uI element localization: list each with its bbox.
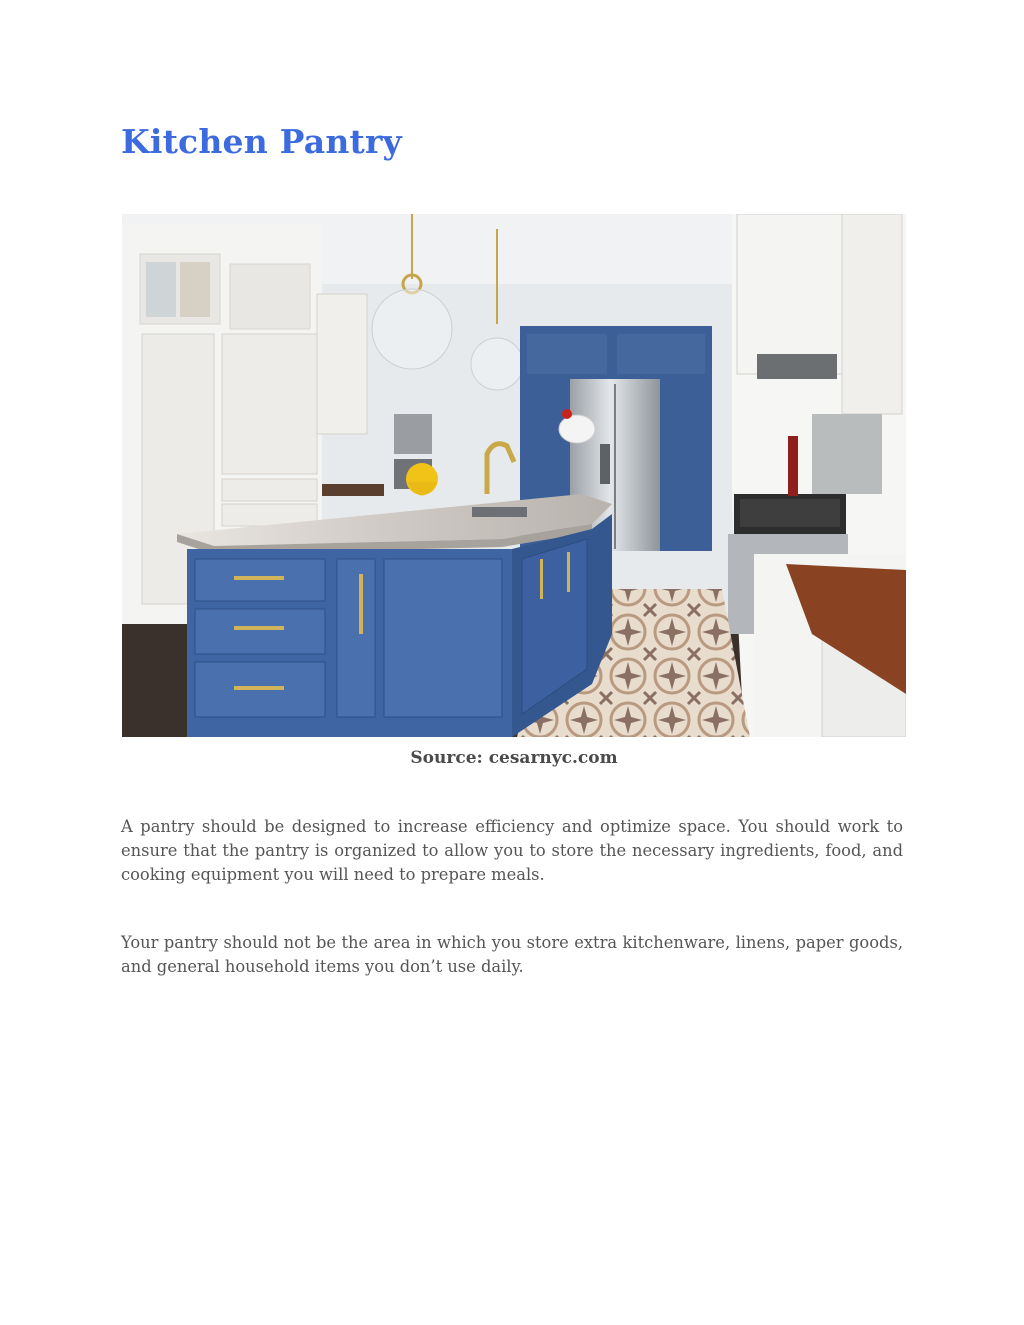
image-caption: Source: cesarnyc.com	[410, 748, 618, 768]
body-paragraph-1: A pantry should be designed to increase efficiency and optimize space. You should work to ensure that the pantry is organized to allow you to store the necessary ingredients, food, and cooking equipment you will need to prepare meals.	[121, 817, 903, 884]
kitchen-photo	[122, 214, 906, 737]
body-paragraph-2: Your pantry should not be the area in which you store extra kitchenware, linens, paper goods, and general household items you don’t use daily.	[121, 933, 903, 976]
page-title: Kitchen Pantry	[121, 122, 402, 161]
